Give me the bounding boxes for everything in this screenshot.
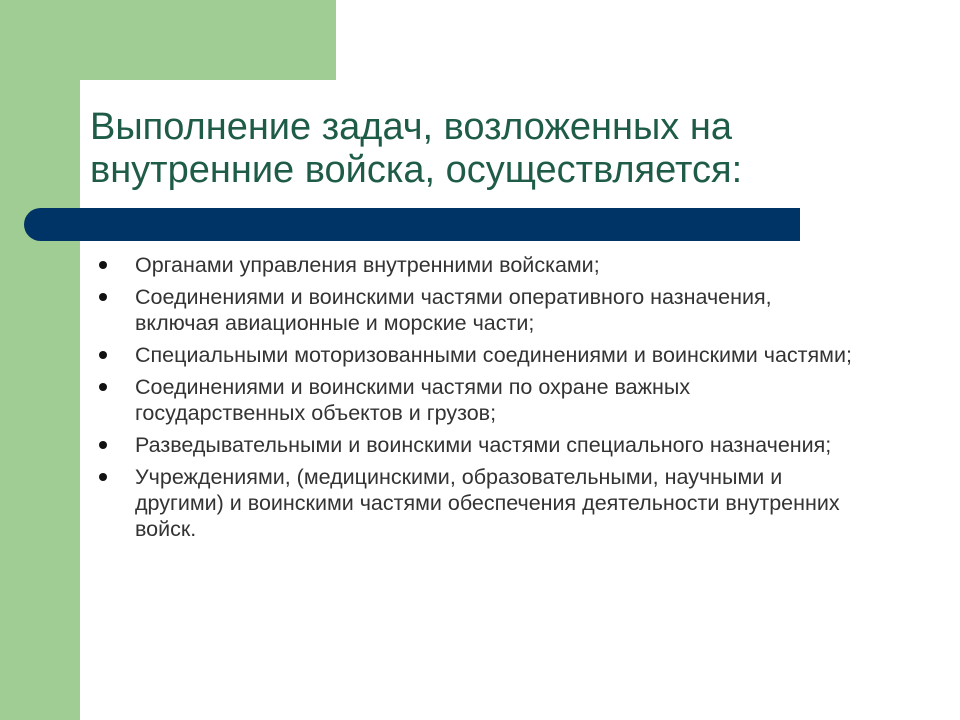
bullet-text: Разведывательными и воинскими частями специального назначения; bbox=[135, 433, 832, 457]
bullet-item bbox=[98, 342, 858, 368]
bullet-dot-icon bbox=[99, 441, 107, 449]
bullet-item bbox=[98, 252, 858, 278]
bullet-dot-icon bbox=[99, 261, 107, 269]
bullet-item bbox=[98, 374, 858, 426]
bullet-dot-icon bbox=[99, 351, 107, 359]
bullet-dot-icon bbox=[99, 383, 107, 391]
slide-title: Выполнение задач, возложенных на внутренние войска, осуществляется: bbox=[90, 106, 743, 191]
bullet-item bbox=[98, 464, 858, 542]
bullet-dot-icon bbox=[99, 293, 107, 301]
bullet-text: Органами управления внутренними войсками; bbox=[135, 253, 600, 277]
bullet-text: Соединениями и воинскими частями оперативного назначения, включая авиационные и морские части; bbox=[135, 285, 772, 335]
bullet-text: Специальными моторизованными соединениями и воинскими частями; bbox=[135, 343, 852, 367]
green-top-band bbox=[0, 0, 336, 80]
bullet-item bbox=[98, 432, 858, 458]
bullet-item bbox=[98, 284, 858, 336]
bullet-dot-icon bbox=[99, 473, 107, 481]
green-left-band bbox=[0, 0, 80, 720]
title-underline-bar bbox=[24, 208, 800, 241]
bullet-list bbox=[98, 252, 858, 548]
bullet-text: Соединениями и воинскими частями по охране важных государственных объектов и грузов; bbox=[135, 375, 691, 425]
bullet-text: Учреждениями, (медицинскими, образовательными, научными и другими) и воинскими частями обеспечения деятельности внутренних войск. bbox=[135, 465, 840, 541]
